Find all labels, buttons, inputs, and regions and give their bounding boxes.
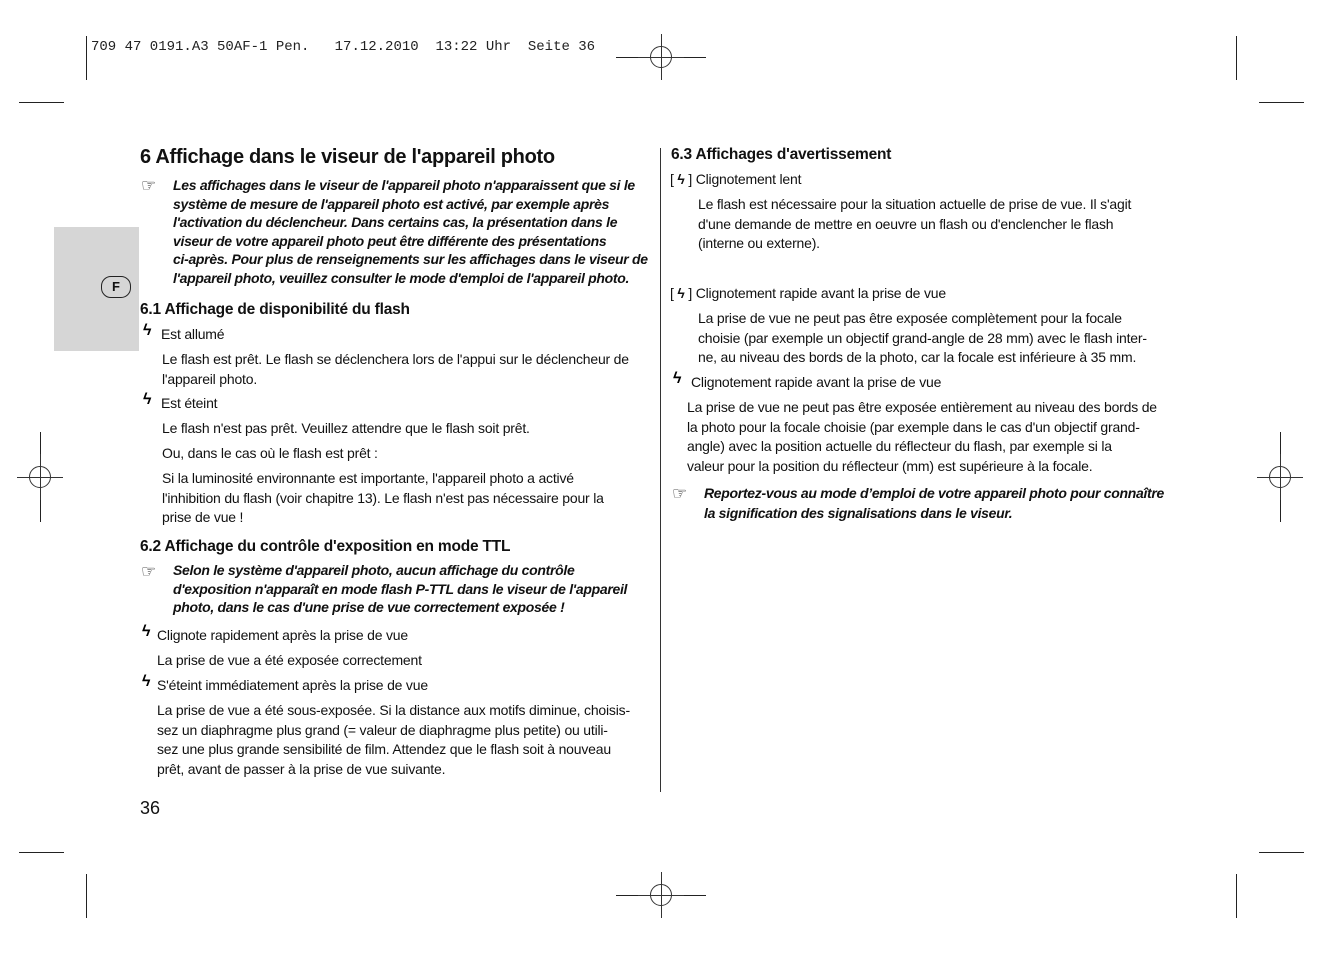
item-label: Clignote rapidement après la prise de vue [157, 627, 408, 643]
registration-mark-icon [638, 872, 684, 918]
ttl-note: Selon le système d'appareil photo, aucun affichage du contrôle d'exposition n'apparaît en mode flash P-TTL dans le viseur de l'appareil photo, dans le cas d'une prise de vue correctement exposée ! [173, 562, 628, 615]
crop-mark [86, 874, 87, 918]
item-text: La prise de vue a été exposée correctement [157, 652, 422, 668]
crop-mark [1259, 852, 1304, 853]
crop-mark [86, 36, 87, 80]
item-text: La prise de vue a été sous-exposée. Si la distance aux motifs diminue, choisis- sez un diaphragme plus grand (= valeur de diaphragme plus petite) ou utili- sez une plus grande sensibilité de film. Attendez que le flash soit à nouveau prêt, avant de passer à la prise de vue suivante. [157, 702, 630, 777]
item-text: Le flash est nécessaire pour la situation actuelle de prise de vue. Il s'agit d'une demande de mettre en oeuvre un flash ou d'enclencher le flash (interne ou externe). [698, 196, 1132, 251]
section-heading-6-3: 6.3 Affichages d'avertissement [671, 146, 892, 163]
pointing-hand-icon: ☞ [672, 484, 688, 503]
page-number: 36 [140, 798, 161, 818]
item-text: Si la luminosité environnante est importante, l'appareil photo a activé l'inhibition du flash (voir chapitre 13). Le flash n'est pas nécessaire pour la prise de vue ! [162, 470, 604, 525]
item-label: S'éteint immédiatement après la prise de vue [157, 677, 428, 693]
item-text: La prise de vue ne peut pas être exposée complètement pour la focale choisie (par exemple un objectif grand-angle de 28 mm) avec le flash inter- ne, au niveau des bords de la photo, car la focale est inférieure à 35 mm. [698, 310, 1147, 365]
registration-mark-icon [1257, 454, 1303, 500]
pointing-hand-icon: ☞ [141, 176, 157, 195]
crop-mark [1259, 102, 1304, 103]
viewfinder-note: Reportez-vous au mode d’emploi de votre appareil photo pour connaître la signification des signalisations dans le viseur. [704, 485, 1165, 521]
lightning-bolt-icon: ϟ [142, 623, 151, 640]
language-badge: F [101, 276, 131, 298]
pointing-hand-icon: ☞ [141, 562, 157, 581]
lightning-bolt-icon: ϟ [143, 322, 152, 339]
crop-mark [19, 102, 64, 103]
lightning-bolt-icon: ϟ [677, 171, 685, 187]
lightning-bolt-icon: ϟ [143, 391, 152, 408]
item-text: Le flash n'est pas prêt. Veuillez attendre que le flash soit prêt. [162, 420, 530, 436]
lightning-bolt-icon: ϟ [677, 285, 685, 301]
item-text: La prise de vue ne peut pas être exposée entièrement au niveau des bords de la photo pour la focale choisie (par exemple dans le cas d'un objectif grand- angle) avec la position actuelle du réflecteur du flash, par exemple si la valeur pour la position du réflecteur (mm) est supérieure à la focale. [687, 399, 1157, 474]
crop-mark [1236, 36, 1237, 80]
warning-item-label: [ ϟ ] Clignotement lent [670, 171, 802, 187]
warning-item-label: [ ϟ ] Clignotement rapide avant la prise de vue [670, 285, 946, 301]
intro-note: Les affichages dans le viseur de l'appareil photo n'apparaissent que si le système de mesure de l'appareil photo est activé, par exemple après l'activation du déclencheur. Dans certains cas, la présentation dans le viseur de votre appareil photo peut être différente des présentations ci-après. Pour plus de renseignements sur les affichages dans le viseur de l'appareil photo, veuillez consulter le mode d'emploi de l'appareil photo. [173, 177, 648, 286]
print-header: 709 47 0191.A3 50AF-1 Pen. 17.12.2010 13:22 Uhr Seite 36 [91, 39, 596, 55]
registration-mark-icon [638, 34, 684, 80]
item-label: Est éteint [161, 395, 218, 411]
item-label: Est allumé [161, 326, 225, 342]
column-divider [660, 148, 661, 792]
item-text: Le flash est prêt. Le flash se déclenchera lors de l'appui sur le déclencheur de l'appareil photo. [162, 351, 629, 387]
section-heading-6-2: 6.2 Affichage du contrôle d'exposition en mode TTL [140, 538, 511, 555]
registration-mark-icon [17, 454, 63, 500]
item-label: Clignotement rapide avant la prise de vue [691, 374, 942, 390]
section-heading-6-1: 6.1 Affichage de disponibilité du flash [140, 301, 410, 318]
lightning-bolt-icon: ϟ [673, 370, 682, 387]
crop-mark [19, 852, 64, 853]
page-title: 6 Affichage dans le viseur de l'appareil photo [140, 146, 555, 168]
item-text: Ou, dans le cas où le flash est prêt : [162, 445, 378, 461]
lightning-bolt-icon: ϟ [142, 673, 151, 690]
crop-mark [1236, 874, 1237, 918]
